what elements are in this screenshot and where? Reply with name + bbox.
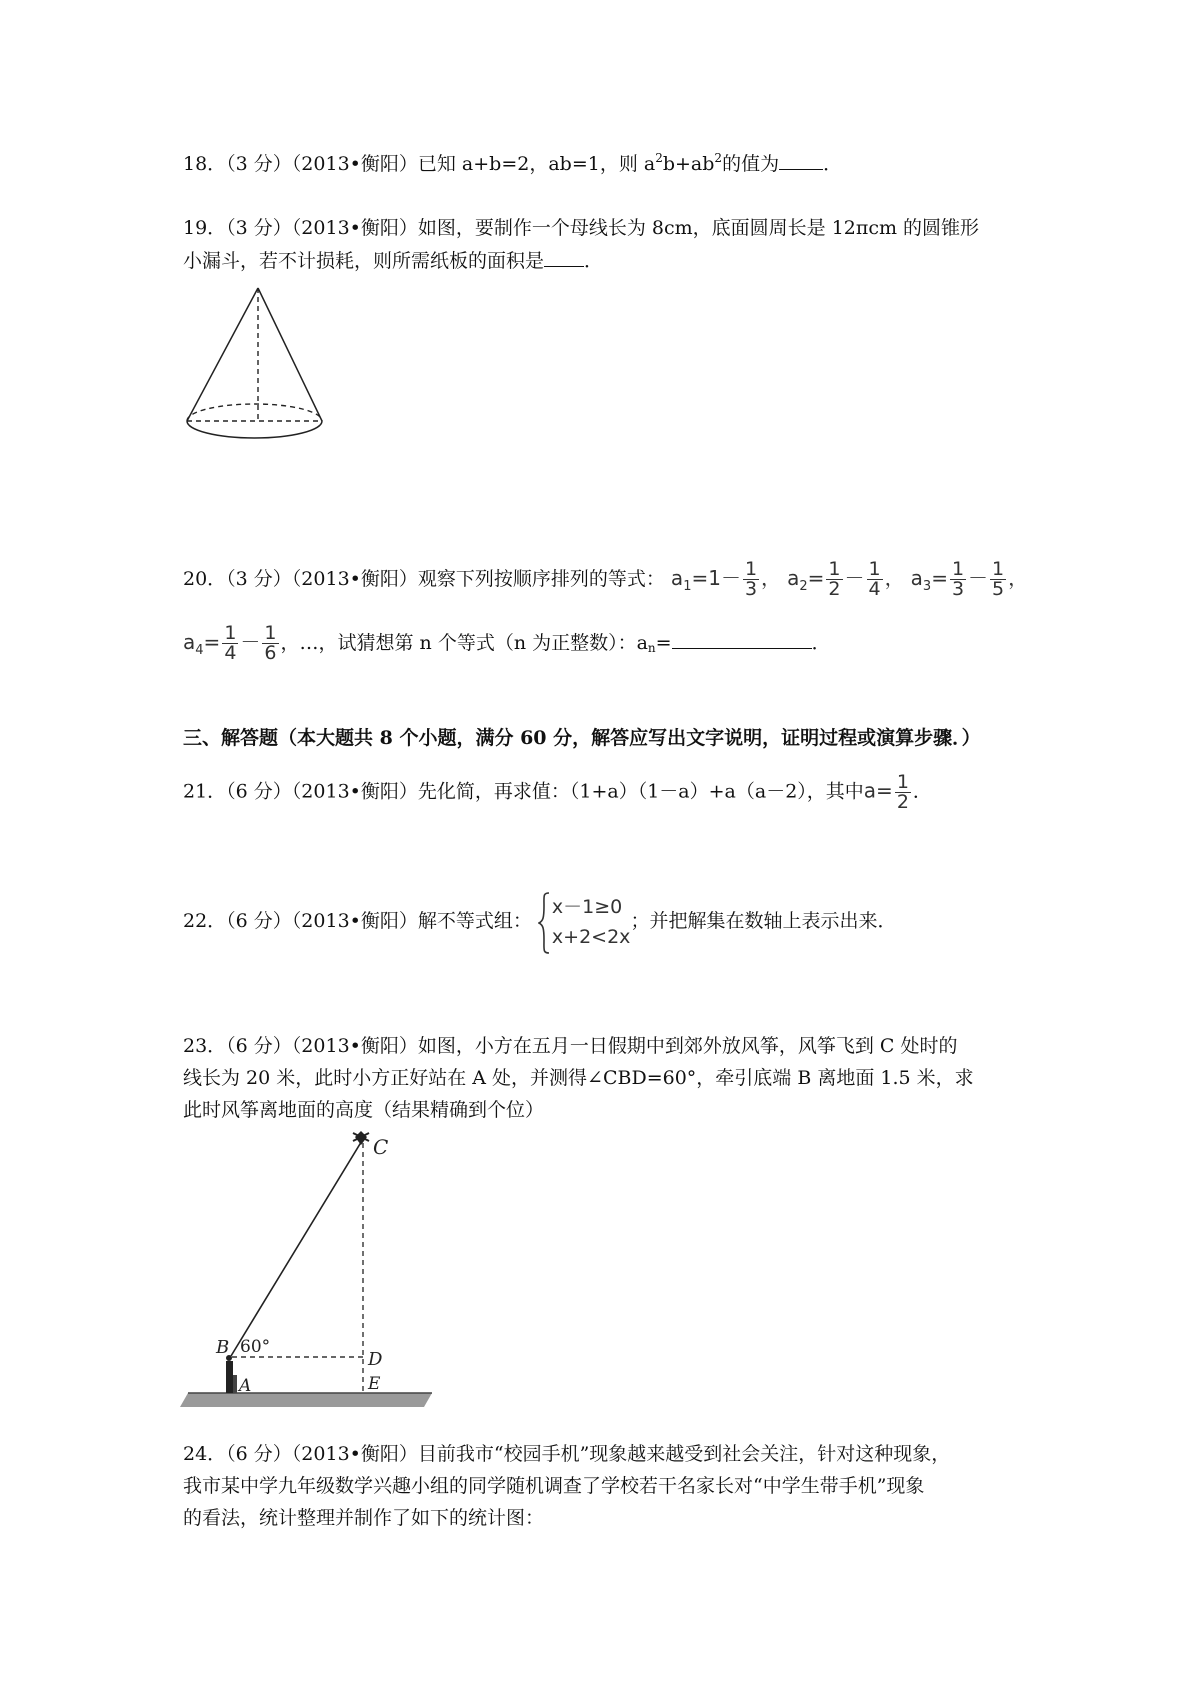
q20-eq2-num1: 1 [828,558,841,580]
q22-ineq-2: x+2<2x [551,926,631,948]
q18-end: ． [823,153,843,175]
q23-line-1: 23．（6 分）（2013•衡阳）如图，小方在五月一日假期中到郊外放风筝，风筝飞到 C 处时的 [183,1035,958,1057]
cone-figure [180,280,330,460]
q21-text: 21．（6 分）（2013•衡阳）先化简，再求值：（1+a）（1－a）+a（a－2），其中 [183,780,864,803]
q22-text: 22．（6 分）（2013•衡阳）解不等式组： [183,910,532,932]
q20-eq4-den1: 4 [224,642,237,664]
q20-eq3-sep: ， [1008,566,1029,590]
q20-line-2 [183,624,831,663]
q20-eq3-frac2 [990,560,1006,599]
q18-answer-blank [779,151,823,170]
q20-eq2-lhs: a [787,566,800,590]
q18-line [183,151,842,176]
q19-answer-blank [544,248,584,267]
q24-line-1: 24．（6 分）（2013•衡阳）目前我市“校园手机”现象越来越受到社会关注，针对这种现象， [183,1443,951,1465]
q18-number: 18．（3 分）（2013•衡阳） [183,153,418,175]
q18-sup2: 2 [714,151,723,165]
q20-prefix: 20．（3 分）（2013•衡阳）观察下列按顺序排列的等式： [183,568,665,590]
q20-eq4-minus: － [240,630,261,654]
q20-eq1-num: 1 [744,558,758,580]
q20-answer-blank [672,630,812,649]
q20-eq1-lhs: a [670,566,684,590]
q22-inequality-system [538,892,631,952]
q24-line-2: 我市某中学九年级数学兴趣小组的同学随机调查了学校若干名家长对“中学生带手机”现象 [183,1475,925,1497]
q19-line-2 [183,248,603,273]
q20-eq4-num2: 1 [264,622,277,644]
label-e: E [368,1374,381,1394]
q20-eq3-den2: 5 [992,578,1005,600]
q20-eq3: $a_3=$ $\frac{1}{3}$ － $\frac{1}{5}$ ， [910,558,1029,600]
q20-end: ． [811,632,831,654]
q22-after: ；并把解集在数轴上表示出来． [630,910,897,932]
q20-eq4-lhs: a [183,630,196,654]
q20-eq1-den: 3 [744,578,758,600]
q23-line-3: 此时风筝离地面的高度（结果精确到个位） [183,1099,545,1121]
q19-line-1: 19．（3 分）（2013•衡阳）如图，要制作一个母线长为 8cm，底面圆周长是 12πcm 的圆锥形 [183,217,980,239]
q20-eq2-sep: ， [884,566,905,590]
q20-eq4-sub: 4 [195,643,204,658]
q20-eq1-frac [743,560,759,599]
q20-eq1-sub: 1 [683,579,692,594]
q20-eq-sign: = [655,632,672,654]
label-c: C [373,1135,389,1159]
q19-text-2: 小漏斗，若不计损耗，则所需纸板的面积是 [183,250,545,272]
q20-eq2-minus: － [844,566,865,590]
q20-after: ，…，试猜想第 n 个等式（n 为正整数）：a [280,632,648,654]
q20-eq4-num1: 1 [224,622,237,644]
q19-end: ． [584,250,604,272]
q21-end: ． [912,780,932,803]
q20-eq4: $a_4=$ $\frac{1}{4}$ － $\frac{1}{6}$ [183,622,277,664]
q21-num: 1 [896,771,909,793]
cone-left-edge [187,288,258,421]
label-a: A [239,1376,252,1396]
left-brace-icon [538,892,550,954]
q20-eq2-num2: 1 [868,558,881,580]
q20-eq3-minus: － [968,566,989,590]
q20-eq3-num1: 1 [951,558,965,580]
q20-eq2: $a_2=$ $\frac{1}{2}$ － $\frac{1}{4}$ ， [787,558,905,600]
q21-line [183,773,932,812]
q20-eq4-den2: 6 [264,642,277,664]
q20-eq4-frac1 [222,624,238,663]
q22-ineq-1: x－1≥0 [551,896,623,918]
q20-eq2-frac1 [826,560,842,599]
label-angle-60: 60° [240,1337,271,1357]
q20-n-sub: n [647,641,656,655]
q21-a-eq: a= [863,778,893,803]
person-icon [226,1355,237,1393]
q20-eq4-frac2 [262,624,278,663]
q23-line-2: 线长为 20 米，此时小方正好站在 A 处，并测得∠CBD=60°，牵引底端 B 离地面 1.5 米，求 [183,1067,974,1089]
q21-frac [895,773,911,812]
q20-eq1 [670,558,782,600]
q20-line-1 [183,560,1028,599]
q20-eq3-lhs: a [910,566,923,590]
ground [180,1393,432,1407]
q20-eq3-den1: 3 [951,578,965,600]
q22-line [183,892,896,952]
cone-base-back-dashed [187,404,322,421]
q20-eq1-mid: =1－ [691,566,741,590]
q20-eq2-sub: 2 [799,579,808,594]
q20-eq1-sep: ， [761,566,782,590]
q20-eq2-den2: 4 [868,578,881,600]
q18-sup1: 2 [655,151,663,165]
q18-text-c: 的值为 [722,153,780,175]
q18-text-a: 已知 a+b=2，ab=1，则 a [417,153,656,175]
q20-eq3-sub: 3 [922,579,932,594]
q20-eq3-num2: 1 [992,558,1005,580]
q20-eq2-den1: 2 [828,578,841,600]
q24-line-3: 的看法，统计整理并制作了如下的统计图： [183,1507,545,1529]
q20-eq3-frac1 [950,560,966,599]
kite-string-bc [231,1139,363,1356]
kite-icon [353,1131,369,1145]
cone-base-front [187,421,322,438]
q21-den: 2 [896,791,909,813]
q18-text-b: b+ab [662,153,715,175]
cone-right-edge [258,288,322,421]
kite-figure [180,1125,440,1415]
label-b: B [216,1337,230,1358]
label-d: D [368,1349,383,1370]
q20-eq2-frac2 [867,560,883,599]
section-3-heading: 三、解答题（本大题共 8 个小题，满分 60 分，解答应写出文字说明，证明过程或演算步骤．） [183,727,981,749]
